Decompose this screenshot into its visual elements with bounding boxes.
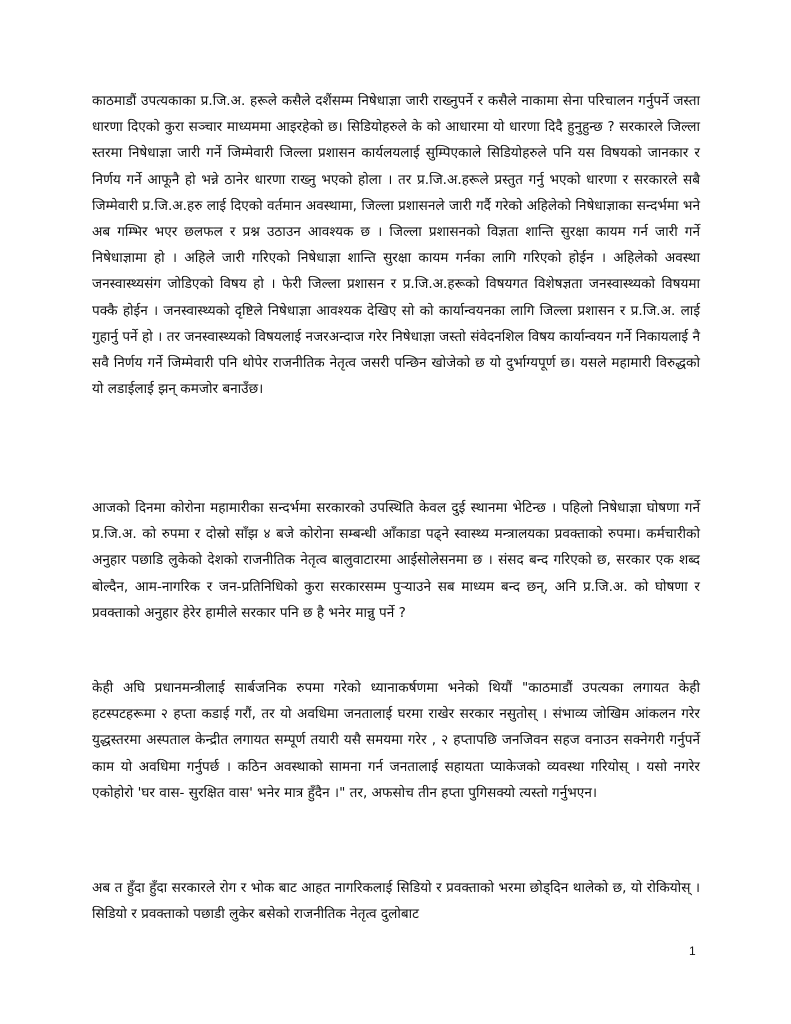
- paragraph-2: आजको दिनमा कोरोना महामारीका सन्दर्भमा सरकारको उपस्थिति केवल दुई स्थानमा भेटिन्छ । पहिलो निषेधाज्ञा घोषणा गर्ने प्र.जि.अ. को रुपमा र दोस्रो साँझ ४ बजे कोरोना सम्बन्धी आँकाडा पढ्ने स्वास्थ्य मन्त्रालयका प्रवक्ताको रुपमा। कर्मचारीको अनुहार पछाडि लुकेको देशको राजनीतिक नेतृत्व बालुवाटारमा आईसोलेसनमा छ । संसद बन्द गरिएको छ, सरकार एक शब्द बोल्दैन, आम-नागरिक र जन-प्रतिनिधिको कुरा सरकारसम्म पुऱ्याउने सब माध्यम बन्द छन्, अनि प्र.जि.अ. को घोषणा र प्रवक्ताको अनुहार हेरेर हामीले सरकार पनि छ है भनेर मान्नु पर्ने ?: [92, 500, 700, 621]
- paragraph-3: केही अघि प्रधानमन्त्रीलाई सार्बजनिक रुपमा गरेको ध्यानाकर्षणमा भनेको थियौं "काठमाडौं उपत्यका लगायत केही हटस्पटहरूमा २ हप्ता कडाई गरौं, तर यो अवधिमा जनतालाई घरमा राखेर सरकार नसुतोस् । संभाव्य जोखिम आंकलन गरेर युद्धस्तरमा अस्पताल केन्द्रीत लगायत सम्पूर्ण तयारी यसै समयमा गरेर , २ हप्तापछि जनजिवन सहज वनाउन सक्नेगरी गर्नुपर्ने काम यो अवधिमा गर्नुपर्छ । कठिन अवस्थाको सामना गर्न जनतालाई सहायता प्याकेजको व्यवस्था गरियोस् । यसो नगरेर एकोहोरो 'घर वास- सुरक्षित वास' भनेर मात्र हुँदैन ।" तर, अफसोच तीन हप्ता पुगिसक्यो त्यस्तो गर्नुभएन।: [92, 680, 700, 801]
- paragraph-1: काठमाडौं उपत्यकाका प्र.जि.अ. हरूले कसैले दशैंसम्म निषेधाज्ञा जारी राख्नुपर्ने र कसैले नाकामा सेना परिचालन गर्नुपर्ने जस्ता धारणा दिएको कुरा सञ्चार माध्यममा आइरहेको छ। सिडियोहरुले के को आधारमा यो धारणा दिदै हुनुहुन्छ ? सरकारले जिल्ला स्तरमा निषेधाज्ञा जारी गर्ने जिम्मेवारी जिल्ला प्रशासन कार्यलयलाई सुम्पिएकाले सिडियोहरुले पनि यस विषयको जानकार र निर्णय गर्ने आफूनै हो भन्ने ठानेर धारणा राख्नु भएको होला । तर प्र.जि.अ.हरूले प्रस्तुत गर्नु भएको धारणा र सरकारले सबै जिम्मेवारी प्र.जि.अ.हरु लाई दिएको वर्तमान अवस्थामा, जिल्ला प्रशासनले जारी गर्दै गरेको अहिलेको निषेधाज्ञाका सन्दर्भमा भने अब गम्भिर भएर छलफल र प्रश्न उठाउन आवश्यक छ । जिल्ला प्रशासनको विज्ञता शान्ति सुरक्षा कायम गर्न जारी गर्ने निषेधाज्ञामा हो । अहिले जारी गरिएको निषेधाज्ञा शान्ति सुरक्षा कायम गर्नका लागि गरिएको होईन । अहिलेको अवस्था जनस्वास्थ्यसंग जोडिएको विषय हो । फेरी जिल्ला प्रशासन र प्र.जि.अ.हरूको विषयगत विशेषज्ञता जनस्वास्थ्यको विषयमा पक्कै होईन । जनस्वास्थ्यको दृष्टिले निषेधाज्ञा आवश्यक देखिए सो को कार्यान्वयनका लागि जिल्ला प्रशासन र प्र.जि.अ. लाई गुहार्नु पर्ने हो । तर जनस्वास्थ्यको विषयलाई नजरअन्दाज गरेर निषेधाज्ञा जस्तो संवेदनशिल विषय कार्यान्वयन गर्ने निकायलाई नै सवै निर्णय गर्ने जिम्मेवारी पनि थोपेर राजनीतिक नेतृत्व जसरी पन्छिन खोजेको छ यो दुर्भाग्यपूर्ण छ। यसले महामारी विरुद्धको यो लडाईलाई झन् कमजोर बनाउँछ।: [92, 93, 700, 398]
- paragraph-4: अब त हुँदा हुँदा सरकारले रोग र भोक बाट आहत नागरिकलाई सिडियो र प्रवक्ताको भरमा छोड्दिन थालेको छ, यो रोकियोस् । सिडियो र प्रवक्ताको पछाडी लुकेर बसेको राजनीतिक नेतृत्व दुलोबाट: [92, 880, 700, 923]
- page-number: 1: [689, 944, 696, 958]
